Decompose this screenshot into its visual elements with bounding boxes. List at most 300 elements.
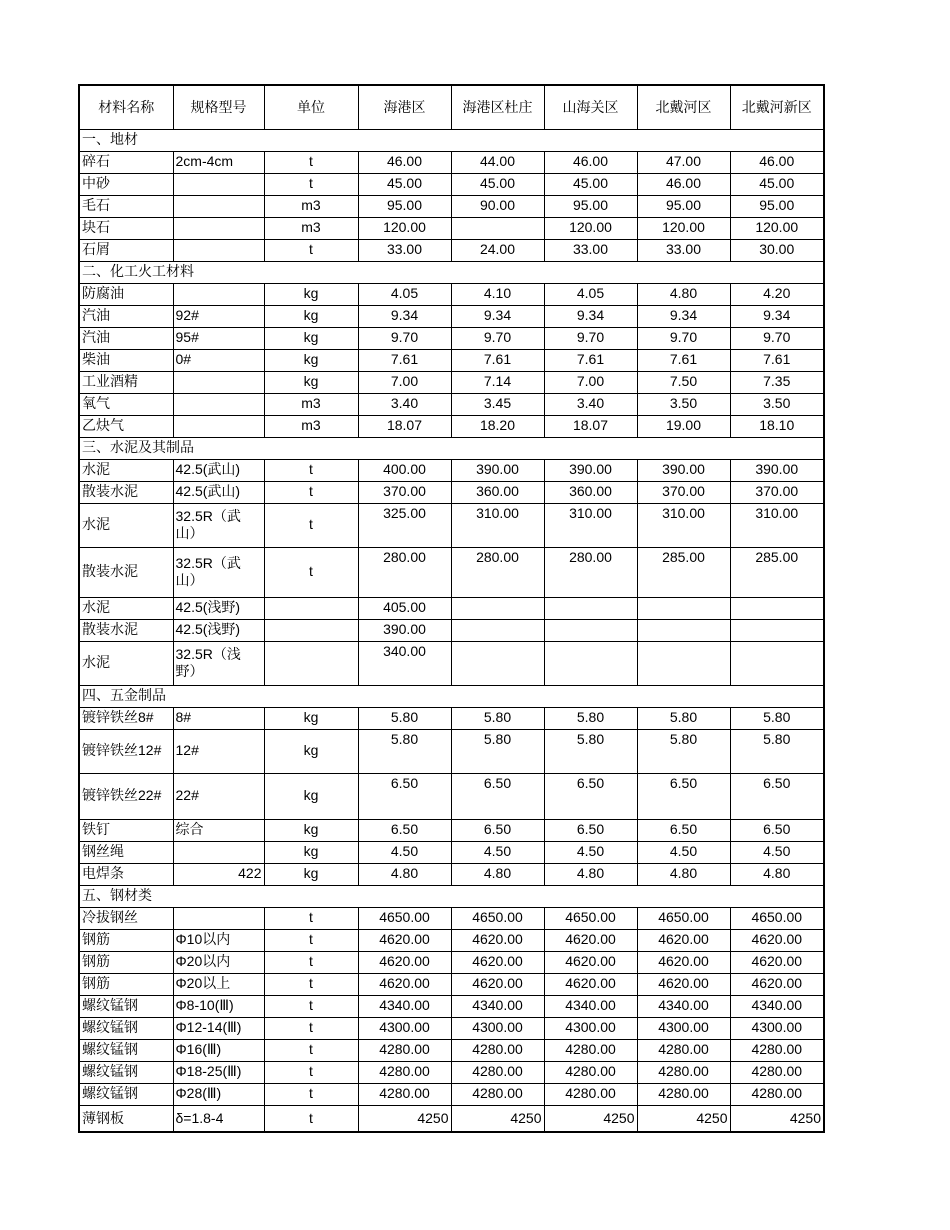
table-row xyxy=(79,547,824,597)
price-cell: 33.00 xyxy=(544,239,637,261)
price-cell: 4620.00 xyxy=(451,951,544,973)
price-cell: 4280.00 xyxy=(358,1083,451,1105)
unit-cell: kg xyxy=(264,305,358,327)
price-cell: 5.80 xyxy=(637,729,730,773)
price-cell: 285.00 xyxy=(730,547,824,597)
price-cell: 4.50 xyxy=(451,841,544,863)
unit-cell: kg xyxy=(264,729,358,773)
price-cell: 5.80 xyxy=(730,707,824,729)
price-cell: 4340.00 xyxy=(358,995,451,1017)
price-cell: 18.10 xyxy=(730,415,824,437)
table-row xyxy=(79,305,824,327)
price-cell: 120.00 xyxy=(544,217,637,239)
unit-cell: t xyxy=(264,973,358,995)
price-cell: 46.00 xyxy=(358,151,451,173)
price-cell: 4620.00 xyxy=(358,951,451,973)
price-cell: 360.00 xyxy=(451,481,544,503)
price-cell: 4.10 xyxy=(451,283,544,305)
price-cell: 95.00 xyxy=(544,195,637,217)
spec-cell: Φ28(Ⅲ) xyxy=(173,1083,264,1105)
table-row xyxy=(79,819,824,841)
price-cell: 280.00 xyxy=(358,547,451,597)
price-cell xyxy=(544,619,637,641)
table-row xyxy=(79,217,824,239)
table-row xyxy=(79,907,824,929)
price-cell: 4620.00 xyxy=(730,973,824,995)
price-cell: 120.00 xyxy=(730,217,824,239)
unit-cell: m3 xyxy=(264,393,358,415)
price-cell: 33.00 xyxy=(358,239,451,261)
price-cell: 7.61 xyxy=(730,349,824,371)
unit-cell xyxy=(264,641,358,685)
price-cell: 95.00 xyxy=(358,195,451,217)
spec-cell: 95# xyxy=(173,327,264,349)
unit-cell: t xyxy=(264,951,358,973)
material-name-cell: 汽油 xyxy=(79,327,173,349)
material-name-cell: 钢丝绳 xyxy=(79,841,173,863)
column-header-8: 北戴河新区 xyxy=(730,85,824,129)
price-cell: 280.00 xyxy=(544,547,637,597)
price-cell: 4620.00 xyxy=(544,929,637,951)
price-cell: 9.34 xyxy=(637,305,730,327)
price-cell: 405.00 xyxy=(358,597,451,619)
material-name-cell: 氧气 xyxy=(79,393,173,415)
material-name-cell: 钢筋 xyxy=(79,929,173,951)
spec-cell: 32.5R（武山） xyxy=(173,503,264,547)
unit-cell: t xyxy=(264,459,358,481)
price-cell xyxy=(730,619,824,641)
table-row xyxy=(79,729,824,773)
spec-cell: Φ10以内 xyxy=(173,929,264,951)
section-title: 四、五金制品 xyxy=(79,685,824,707)
spec-cell: Φ8-10(Ⅲ) xyxy=(173,995,264,1017)
material-name-cell: 工业酒精 xyxy=(79,371,173,393)
price-cell: 4650.00 xyxy=(730,907,824,929)
unit-cell: kg xyxy=(264,371,358,393)
unit-cell: kg xyxy=(264,841,358,863)
material-name-cell: 块石 xyxy=(79,217,173,239)
price-cell: 4620.00 xyxy=(451,929,544,951)
price-cell xyxy=(451,641,544,685)
price-cell: 4.50 xyxy=(358,841,451,863)
spec-cell: Φ18-25(Ⅲ) xyxy=(173,1061,264,1083)
table-row xyxy=(79,973,824,995)
spec-cell: 8# xyxy=(173,707,264,729)
section-title: 五、钢材类 xyxy=(79,885,824,907)
header-row xyxy=(79,85,824,129)
price-cell: 9.34 xyxy=(544,305,637,327)
material-name-cell: 水泥 xyxy=(79,597,173,619)
spec-cell: 42.5(武山) xyxy=(173,481,264,503)
spec-cell xyxy=(173,371,264,393)
price-cell: 4620.00 xyxy=(730,929,824,951)
spec-cell: 32.5R（武山） xyxy=(173,547,264,597)
price-cell: 310.00 xyxy=(730,503,824,547)
unit-cell: t xyxy=(264,1105,358,1132)
spec-cell xyxy=(173,841,264,863)
price-cell: 46.00 xyxy=(637,173,730,195)
spec-cell: 综合 xyxy=(173,819,264,841)
price-cell: 6.50 xyxy=(637,773,730,819)
table-row xyxy=(79,195,824,217)
price-cell: 7.61 xyxy=(451,349,544,371)
price-cell xyxy=(544,641,637,685)
material-name-cell: 水泥 xyxy=(79,641,173,685)
price-cell: 3.50 xyxy=(730,393,824,415)
price-cell: 3.50 xyxy=(637,393,730,415)
table-row xyxy=(79,415,824,437)
table-row xyxy=(79,951,824,973)
material-name-cell: 镀锌铁丝22# xyxy=(79,773,173,819)
price-cell: 4300.00 xyxy=(544,1017,637,1039)
material-name-cell: 防腐油 xyxy=(79,283,173,305)
spec-cell xyxy=(173,217,264,239)
price-cell: 4280.00 xyxy=(451,1039,544,1061)
price-cell: 95.00 xyxy=(637,195,730,217)
price-cell: 4620.00 xyxy=(637,929,730,951)
unit-cell: t xyxy=(264,547,358,597)
spec-cell xyxy=(173,173,264,195)
table-row xyxy=(79,503,824,547)
price-cell: 6.50 xyxy=(730,773,824,819)
price-cell: 4300.00 xyxy=(358,1017,451,1039)
price-cell: 4300.00 xyxy=(730,1017,824,1039)
spec-cell: 2cm-4cm xyxy=(173,151,264,173)
table-row xyxy=(79,863,824,885)
price-cell: 4.20 xyxy=(730,283,824,305)
spec-cell: Φ16(Ⅲ) xyxy=(173,1039,264,1061)
price-cell xyxy=(451,217,544,239)
spec-cell: Φ20以内 xyxy=(173,951,264,973)
price-cell: 6.50 xyxy=(544,773,637,819)
price-cell: 4280.00 xyxy=(637,1083,730,1105)
column-header-4: 海港区 xyxy=(358,85,451,129)
table-row xyxy=(79,597,824,619)
price-cell: 4280.00 xyxy=(544,1039,637,1061)
price-cell: 5.80 xyxy=(637,707,730,729)
unit-cell: t xyxy=(264,151,358,173)
table-row xyxy=(79,1061,824,1083)
spec-cell: 0# xyxy=(173,349,264,371)
price-cell: 4620.00 xyxy=(358,973,451,995)
price-cell: 285.00 xyxy=(637,547,730,597)
spreadsheet-area xyxy=(78,84,825,1133)
table-row xyxy=(79,327,824,349)
price-cell: 5.80 xyxy=(544,729,637,773)
price-cell: 47.00 xyxy=(637,151,730,173)
material-name-cell: 螺纹锰钢 xyxy=(79,1083,173,1105)
price-cell: 45.00 xyxy=(730,173,824,195)
price-cell: 325.00 xyxy=(358,503,451,547)
price-cell: 4280.00 xyxy=(358,1039,451,1061)
price-cell: 4650.00 xyxy=(544,907,637,929)
table-row xyxy=(79,151,824,173)
price-cell: 4280.00 xyxy=(451,1083,544,1105)
price-cell: 5.80 xyxy=(730,729,824,773)
price-cell: 4280.00 xyxy=(637,1039,730,1061)
price-cell xyxy=(730,641,824,685)
spec-cell: Φ20以上 xyxy=(173,973,264,995)
price-cell: 44.00 xyxy=(451,151,544,173)
price-cell: 4.05 xyxy=(544,283,637,305)
column-header-2: 规格型号 xyxy=(173,85,264,129)
column-header-6: 山海关区 xyxy=(544,85,637,129)
price-cell: 5.80 xyxy=(451,707,544,729)
price-cell: 7.00 xyxy=(544,371,637,393)
price-cell: 7.61 xyxy=(637,349,730,371)
price-cell xyxy=(451,597,544,619)
material-name-cell: 柴油 xyxy=(79,349,173,371)
material-name-cell: 铁钉 xyxy=(79,819,173,841)
material-name-cell: 镀锌铁丝8# xyxy=(79,707,173,729)
price-cell: 120.00 xyxy=(637,217,730,239)
price-cell: 4250 xyxy=(451,1105,544,1132)
table-row xyxy=(79,459,824,481)
price-cell: 4620.00 xyxy=(544,973,637,995)
table-row xyxy=(79,619,824,641)
price-cell: 340.00 xyxy=(358,641,451,685)
price-cell: 4250 xyxy=(730,1105,824,1132)
unit-cell: t xyxy=(264,1061,358,1083)
spec-cell: 22# xyxy=(173,773,264,819)
material-name-cell: 镀锌铁丝12# xyxy=(79,729,173,773)
price-cell: 370.00 xyxy=(730,481,824,503)
spec-cell xyxy=(173,283,264,305)
table-row xyxy=(79,371,824,393)
price-cell: 4620.00 xyxy=(451,973,544,995)
unit-cell: kg xyxy=(264,707,358,729)
spec-cell: Φ12-14(Ⅲ) xyxy=(173,1017,264,1039)
spec-cell: 42.5(浅野) xyxy=(173,597,264,619)
price-cell: 3.40 xyxy=(358,393,451,415)
unit-cell xyxy=(264,597,358,619)
price-cell: 18.07 xyxy=(544,415,637,437)
table-row xyxy=(79,173,824,195)
unit-cell: m3 xyxy=(264,415,358,437)
material-name-cell: 薄钢板 xyxy=(79,1105,173,1132)
price-cell: 6.50 xyxy=(451,819,544,841)
table-row xyxy=(79,349,824,371)
material-name-cell: 毛石 xyxy=(79,195,173,217)
section-row xyxy=(79,685,824,707)
section-row xyxy=(79,261,824,283)
table-row xyxy=(79,641,824,685)
table-row xyxy=(79,841,824,863)
price-cell: 4.80 xyxy=(544,863,637,885)
price-cell: 3.40 xyxy=(544,393,637,415)
price-cell: 9.70 xyxy=(358,327,451,349)
price-cell: 7.50 xyxy=(637,371,730,393)
section-title: 二、化工火工材料 xyxy=(79,261,824,283)
material-price-table xyxy=(78,84,825,1133)
price-cell: 4250 xyxy=(544,1105,637,1132)
unit-cell: kg xyxy=(264,327,358,349)
column-header-7: 北戴河区 xyxy=(637,85,730,129)
section-title: 一、地材 xyxy=(79,129,824,151)
material-name-cell: 冷拔钢丝 xyxy=(79,907,173,929)
spec-cell: 32.5R（浅野） xyxy=(173,641,264,685)
price-cell: 18.07 xyxy=(358,415,451,437)
price-cell: 6.50 xyxy=(544,819,637,841)
section-row xyxy=(79,437,824,459)
price-cell: 4.50 xyxy=(544,841,637,863)
material-name-cell: 螺纹锰钢 xyxy=(79,1061,173,1083)
price-cell: 95.00 xyxy=(730,195,824,217)
price-cell: 4.50 xyxy=(637,841,730,863)
price-cell: 4300.00 xyxy=(637,1017,730,1039)
price-cell: 4.80 xyxy=(637,283,730,305)
price-cell: 4280.00 xyxy=(451,1061,544,1083)
unit-cell: kg xyxy=(264,283,358,305)
price-cell xyxy=(451,619,544,641)
price-cell: 6.50 xyxy=(637,819,730,841)
unit-cell: kg xyxy=(264,349,358,371)
material-name-cell: 水泥 xyxy=(79,503,173,547)
material-name-cell: 电焊条 xyxy=(79,863,173,885)
spec-cell: 42.5(武山) xyxy=(173,459,264,481)
unit-cell: m3 xyxy=(264,217,358,239)
price-cell: 4.80 xyxy=(358,863,451,885)
price-cell: 9.34 xyxy=(358,305,451,327)
table-row xyxy=(79,995,824,1017)
price-cell: 9.70 xyxy=(730,327,824,349)
price-cell: 280.00 xyxy=(451,547,544,597)
price-cell: 5.80 xyxy=(544,707,637,729)
price-cell xyxy=(730,597,824,619)
price-cell: 46.00 xyxy=(730,151,824,173)
price-cell: 4650.00 xyxy=(637,907,730,929)
price-cell: 4340.00 xyxy=(451,995,544,1017)
material-name-cell: 散装水泥 xyxy=(79,619,173,641)
price-cell: 18.20 xyxy=(451,415,544,437)
price-cell xyxy=(544,597,637,619)
unit-cell: kg xyxy=(264,863,358,885)
section-title: 三、水泥及其制品 xyxy=(79,437,824,459)
price-cell: 310.00 xyxy=(451,503,544,547)
price-cell: 9.34 xyxy=(451,305,544,327)
price-cell: 90.00 xyxy=(451,195,544,217)
price-cell: 9.70 xyxy=(451,327,544,349)
price-cell: 3.45 xyxy=(451,393,544,415)
unit-cell xyxy=(264,619,358,641)
price-cell: 4280.00 xyxy=(358,1061,451,1083)
price-cell: 4280.00 xyxy=(730,1039,824,1061)
price-cell: 4620.00 xyxy=(637,951,730,973)
material-name-cell: 中砂 xyxy=(79,173,173,195)
column-header-1: 材料名称 xyxy=(79,85,173,129)
price-cell: 6.50 xyxy=(451,773,544,819)
price-cell: 45.00 xyxy=(451,173,544,195)
unit-cell: t xyxy=(264,1083,358,1105)
spec-cell: 12# xyxy=(173,729,264,773)
price-cell: 390.00 xyxy=(358,619,451,641)
spec-cell: 42.5(浅野) xyxy=(173,619,264,641)
material-name-cell: 螺纹锰钢 xyxy=(79,995,173,1017)
table-row xyxy=(79,481,824,503)
price-cell: 19.00 xyxy=(637,415,730,437)
material-name-cell: 螺纹锰钢 xyxy=(79,1017,173,1039)
price-cell: 4250 xyxy=(358,1105,451,1132)
spec-cell xyxy=(173,907,264,929)
unit-cell: t xyxy=(264,503,358,547)
price-cell: 5.80 xyxy=(358,707,451,729)
price-cell: 4250 xyxy=(637,1105,730,1132)
table-row xyxy=(79,283,824,305)
price-cell: 7.14 xyxy=(451,371,544,393)
price-cell: 4300.00 xyxy=(451,1017,544,1039)
table-row xyxy=(79,1039,824,1061)
price-cell: 4280.00 xyxy=(637,1061,730,1083)
price-cell: 7.61 xyxy=(358,349,451,371)
price-cell: 45.00 xyxy=(544,173,637,195)
price-cell: 120.00 xyxy=(358,217,451,239)
price-cell: 45.00 xyxy=(358,173,451,195)
price-cell: 370.00 xyxy=(358,481,451,503)
unit-cell: t xyxy=(264,929,358,951)
price-cell: 4280.00 xyxy=(544,1083,637,1105)
material-name-cell: 水泥 xyxy=(79,459,173,481)
unit-cell: kg xyxy=(264,773,358,819)
table-row xyxy=(79,707,824,729)
unit-cell: t xyxy=(264,1017,358,1039)
price-cell: 390.00 xyxy=(637,459,730,481)
price-cell: 4280.00 xyxy=(730,1083,824,1105)
spec-cell xyxy=(173,195,264,217)
price-cell: 4.80 xyxy=(451,863,544,885)
spec-cell xyxy=(173,239,264,261)
price-cell: 360.00 xyxy=(544,481,637,503)
price-cell: 4.80 xyxy=(730,863,824,885)
section-row xyxy=(79,129,824,151)
material-name-cell: 散装水泥 xyxy=(79,547,173,597)
material-name-cell: 钢筋 xyxy=(79,973,173,995)
price-cell: 5.80 xyxy=(451,729,544,773)
material-name-cell: 乙炔气 xyxy=(79,415,173,437)
price-cell: 4340.00 xyxy=(730,995,824,1017)
spec-cell: δ=1.8-4 xyxy=(173,1105,264,1132)
spec-cell xyxy=(173,393,264,415)
price-cell: 6.50 xyxy=(730,819,824,841)
price-cell: 4650.00 xyxy=(451,907,544,929)
price-cell: 46.00 xyxy=(544,151,637,173)
table-row xyxy=(79,773,824,819)
price-cell xyxy=(637,597,730,619)
price-cell: 4280.00 xyxy=(730,1061,824,1083)
material-name-cell: 螺纹锰钢 xyxy=(79,1039,173,1061)
column-header-3: 单位 xyxy=(264,85,358,129)
unit-cell: t xyxy=(264,173,358,195)
price-cell: 390.00 xyxy=(544,459,637,481)
spec-cell: 422 xyxy=(173,863,264,885)
table-row xyxy=(79,239,824,261)
price-cell: 9.70 xyxy=(544,327,637,349)
unit-cell: t xyxy=(264,481,358,503)
column-header-5: 海港区杜庄 xyxy=(451,85,544,129)
table-row xyxy=(79,393,824,415)
price-cell: 4620.00 xyxy=(730,951,824,973)
price-cell: 4340.00 xyxy=(637,995,730,1017)
material-name-cell: 散装水泥 xyxy=(79,481,173,503)
price-cell: 7.35 xyxy=(730,371,824,393)
unit-cell: t xyxy=(264,995,358,1017)
price-cell: 4650.00 xyxy=(358,907,451,929)
price-cell: 390.00 xyxy=(730,459,824,481)
unit-cell: t xyxy=(264,907,358,929)
price-cell: 4280.00 xyxy=(544,1061,637,1083)
price-cell: 6.50 xyxy=(358,773,451,819)
unit-cell: kg xyxy=(264,819,358,841)
table-row xyxy=(79,1105,824,1132)
